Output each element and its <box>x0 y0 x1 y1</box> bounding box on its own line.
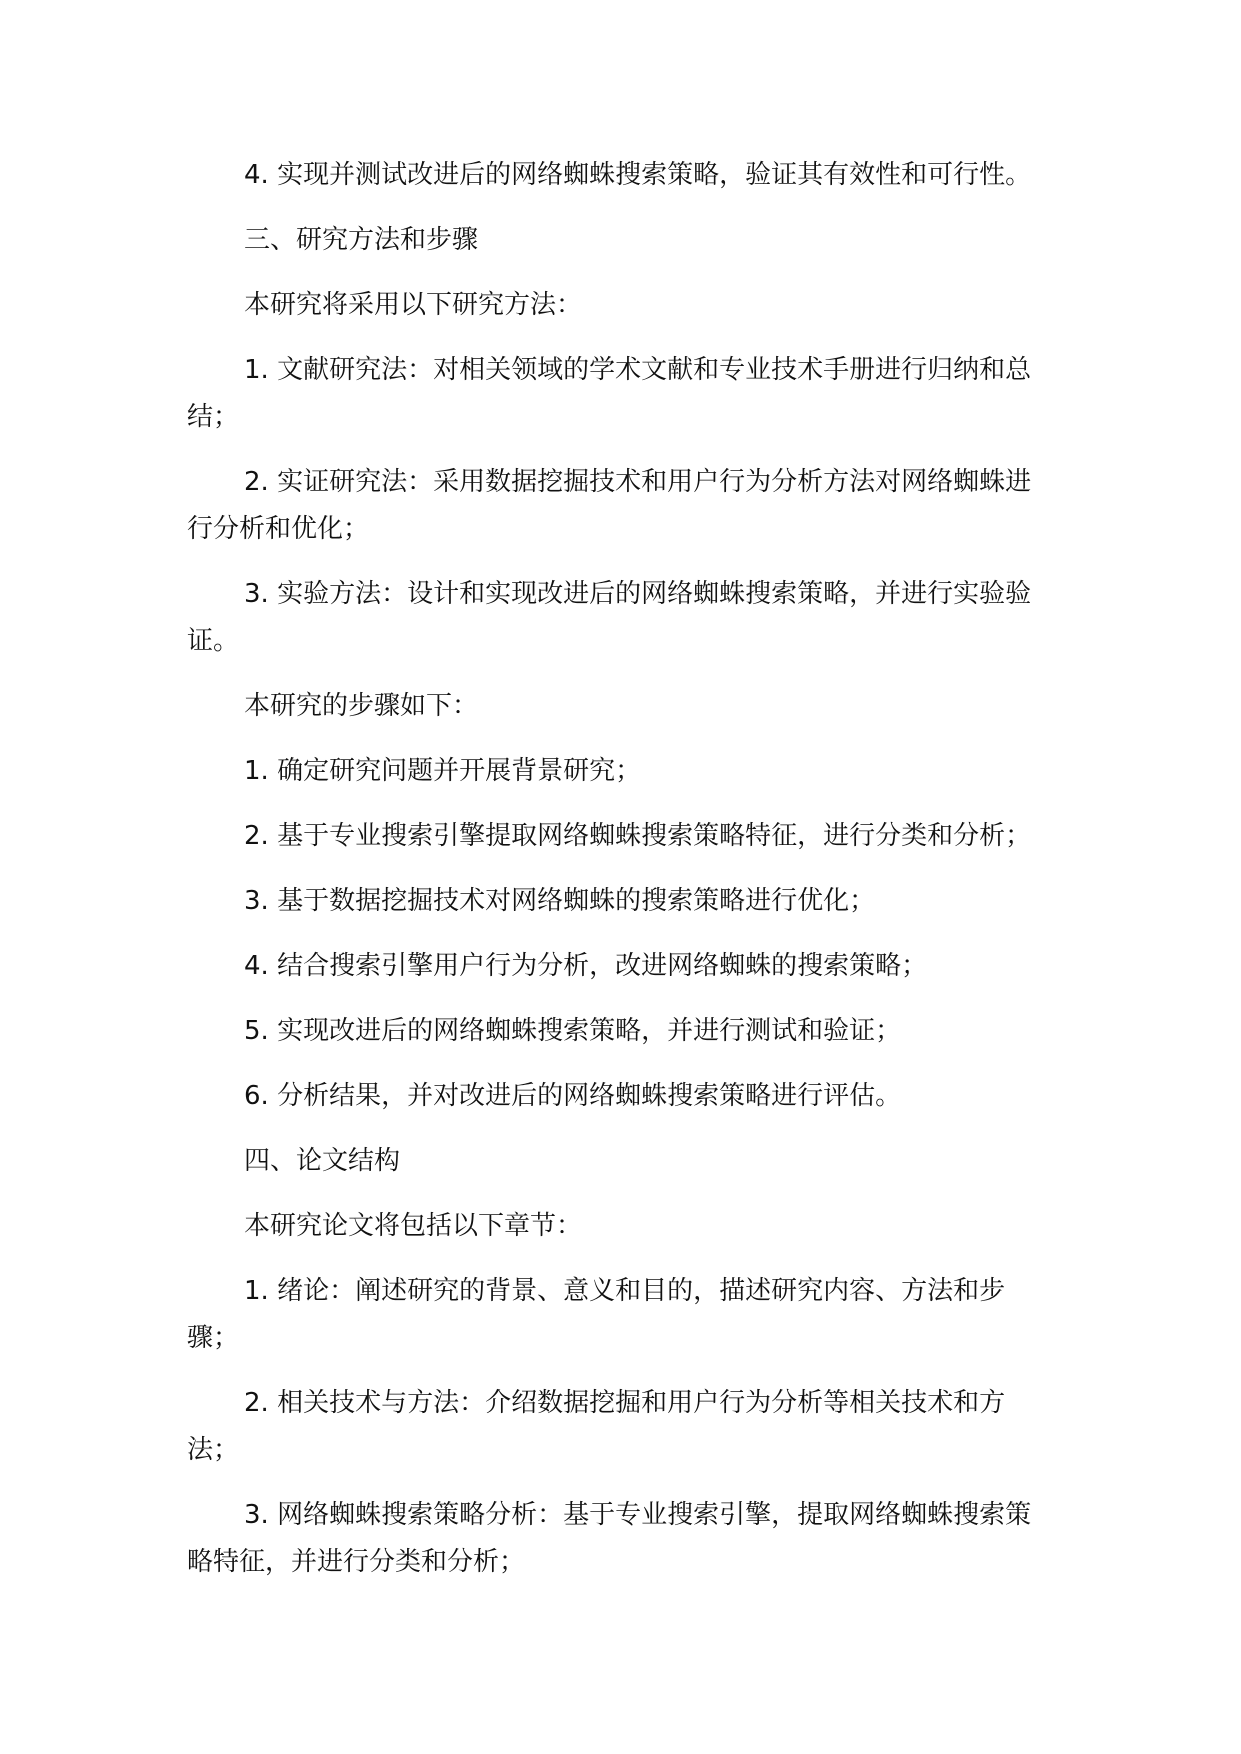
paragraph-step-5: 5. 实现改进后的网络蜘蛛搜索策略，并进行测试和验证； <box>244 1016 902 1046</box>
paragraph-step-6: 6. 分析结果，并对改进后的网络蜘蛛搜索策略进行评估。 <box>244 1081 902 1111</box>
paragraph-objective-4: 4. 实现并测试改进后的网络蜘蛛搜索策略，验证其有效性和可行性。 <box>244 160 1032 190</box>
section-heading-structure: 四、论文结构 <box>244 1146 401 1176</box>
paragraph-chapter-1: 1. 绪论：阐述研究的背景、意义和目的，描述研究内容、方法和步骤； <box>187 1276 1006 1353</box>
paragraph-structure-intro: 本研究论文将包括以下章节： <box>244 1211 583 1241</box>
paragraph-method-1: 1. 文献研究法：对相关领域的学术文献和专业技术手册进行归纳和总结； <box>187 355 1032 432</box>
paragraph-step-4: 4. 结合搜索引擎用户行为分析，改进网络蜘蛛的搜索策略； <box>244 951 928 981</box>
paragraph-chapter-2: 2. 相关技术与方法：介绍数据挖掘和用户行为分析等相关技术和方法； <box>187 1388 1006 1465</box>
document-body <box>187 152 1057 1604</box>
paragraph-method-2: 2. 实证研究法：采用数据挖掘技术和用户行为分析方法对网络蜘蛛进行分析和优化； <box>187 467 1032 544</box>
section-heading-methods: 三、研究方法和步骤 <box>244 225 479 255</box>
paragraph-methods-intro: 本研究将采用以下研究方法： <box>244 290 583 320</box>
paragraph-step-1: 1. 确定研究问题并开展背景研究； <box>244 756 642 786</box>
paragraph-chapter-3: 3. 网络蜘蛛搜索策略分析：基于专业搜索引擎，提取网络蜘蛛搜索策略特征，并进行分类和分析； <box>187 1500 1032 1577</box>
paragraph-step-2: 2. 基于专业搜索引擎提取网络蜘蛛搜索策略特征，进行分类和分析； <box>244 821 1032 851</box>
paragraph-steps-intro: 本研究的步骤如下： <box>244 691 479 721</box>
paragraph-step-3: 3. 基于数据挖掘技术对网络蜘蛛的搜索策略进行优化； <box>244 886 876 916</box>
paragraph-method-3: 3. 实验方法：设计和实现改进后的网络蜘蛛搜索策略，并进行实验验证。 <box>187 579 1032 656</box>
